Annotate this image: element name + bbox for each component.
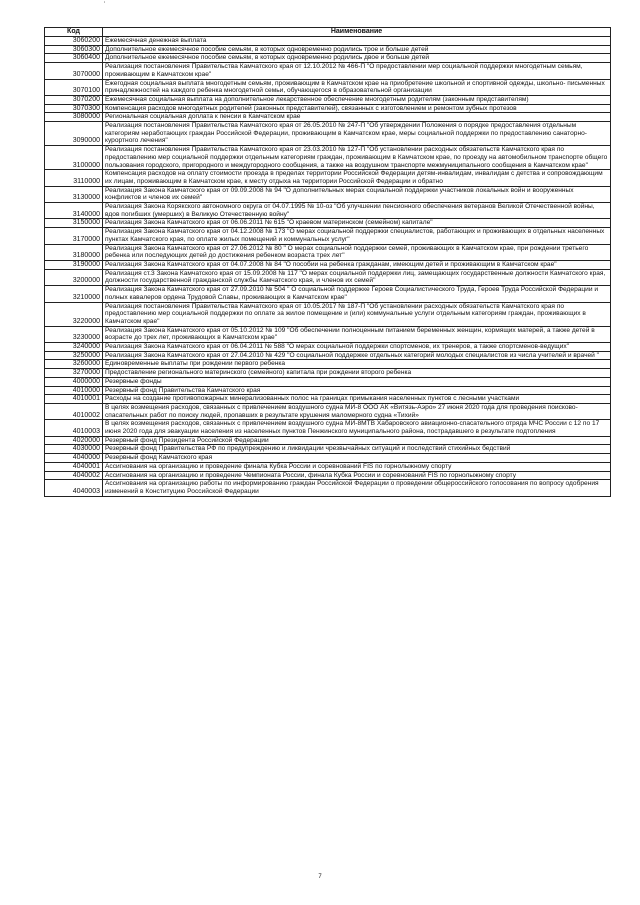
table-row <box>45 244 611 260</box>
row-code: 3060400 <box>45 54 103 63</box>
row-code: 3250000 <box>45 351 103 360</box>
row-name: Реализация Закона Камчатского края от 04.07.2008 № 84 "О пособии на ребенка гражданам, имеющим детей и проживающим в Камчатском крае" <box>103 260 611 269</box>
row-name: Реализация Закона Камчатского края от 27.09.2010 № 504 " О социальной поддержке Героев Социалистического Труда, Героев Труда Российской Федерации и полных кавалеров ордена Трудовой Славы, проживающих в Камчатском крае" <box>103 286 611 302</box>
row-code: 3270000 <box>45 369 103 378</box>
row-name: Дополнительное ежемесячное пособие семьям, в которых одновременно родились двое и больше детей <box>103 54 611 63</box>
row-code: 3140000 <box>45 203 103 219</box>
row-name: Реализация Закона Камчатского края от 04.12.2008 № 173 "О мерах социальной поддержки специалистов, работающих и проживающих в отдельных населенных пунктах Камчатского края, по оплате жилых помещений и коммунальных услуг" <box>103 228 611 244</box>
table-row <box>45 360 611 369</box>
table-row <box>45 351 611 360</box>
row-name: Реализация постановления Правительства Камчатского края от 12.10.2012 № 466-П "О предоставлении мер социальной поддержки многодетным семьям, проживающим в Камчатском крае" <box>103 63 611 79</box>
row-code: 3230000 <box>45 326 103 342</box>
table-row <box>45 269 611 285</box>
table-body <box>45 37 611 497</box>
row-name: Реализация постановления Правительства Камчатского края от 23.03.2010 № 127-П "Об установлении расходных обязательств Камчатского края по предоставлению мер социальной поддержки отдельным категориям граждан, проживающим в Камчатском крае, по проезду на автомобильном транспорте общего пользования городского, пригородного и междугородного сообщения, а также на воздушном транспорте межмуниципального сообщения в Камчатском крае" <box>103 146 611 170</box>
row-code: 4040002 <box>45 471 103 480</box>
table-row <box>45 302 611 326</box>
row-code: 3060300 <box>45 45 103 54</box>
row-code: 4000000 <box>45 377 103 386</box>
row-name: Реализация Закона Камчатского края от 05.10.2012 № 109 "Об обеспечении полноценным питанием беременных женщин, кормящих матерей, а также детей в возрасте до трех лет, проживающих в Камчатском крае" <box>103 326 611 342</box>
table-row <box>45 122 611 146</box>
table-row <box>45 95 611 104</box>
row-code: 3190000 <box>45 260 103 269</box>
row-name: Реализация Закона Камчатского края от 09.09.2008 № 94 "О дополнительных мерах социальной поддержки участников локальных войн и вооруженных конфликтов и членов их семей" <box>103 186 611 202</box>
row-code: 3200000 <box>45 269 103 285</box>
row-code: 3240000 <box>45 343 103 352</box>
table-row <box>45 403 611 419</box>
row-code: 3170000 <box>45 228 103 244</box>
table-row <box>45 326 611 342</box>
row-code: 4030000 <box>45 445 103 454</box>
row-name: В целях возмещения расходов, связанных с привлечением воздушного судна МИ-8 ООО АК «Витязь-Аэро» 27 июня 2020 года для проведения поисково-спасательных работ по поиску людей, пропавших в результате крушения маломерного судна «Тихий» <box>103 403 611 419</box>
row-code: 3110000 <box>45 170 103 186</box>
row-code: 3070100 <box>45 79 103 95</box>
row-name: Реализация Закона Камчатского края от 27.04.2010 № 429 "О социальной поддержке отдельных категорий молодых специалистов из числа учителей и врачей " <box>103 351 611 360</box>
table-header-row <box>45 28 611 37</box>
table-row <box>45 395 611 404</box>
table-row <box>45 54 611 63</box>
row-code: 4010000 <box>45 386 103 395</box>
table-row <box>45 186 611 202</box>
row-code: 3260000 <box>45 360 103 369</box>
table-row <box>45 79 611 95</box>
row-name: Резервный фонд Камчатского края <box>103 454 611 463</box>
row-code: 4010002 <box>45 403 103 419</box>
row-code: 3180000 <box>45 244 103 260</box>
row-code: 4010003 <box>45 420 103 436</box>
table-row <box>45 260 611 269</box>
row-name: Резервные фонды <box>103 377 611 386</box>
row-code: 3220000 <box>45 302 103 326</box>
row-name: Ассигнования на организацию и проведение Чемпионата России, финала Кубка России и соревнований FIS по горнолыжному спорту <box>103 471 611 480</box>
row-code: 3070000 <box>45 63 103 79</box>
row-code: 3070200 <box>45 95 103 104</box>
table-row <box>45 386 611 395</box>
table-row <box>45 454 611 463</box>
row-name: Региональная социальная доплата к пенсии в Камчатском крае <box>103 113 611 122</box>
page-number: 7 <box>318 874 322 880</box>
row-name: Компенсация расходов на оплату стоимости проезда в пределах территории Российской Федерации детям-инвалидам, инвалидам с детства и сопровождающим их лицам, проживающим в Камчатском крае, к месту отдыха на территории Российской Федерации и обратно <box>103 170 611 186</box>
table-row <box>45 462 611 471</box>
table-row <box>45 219 611 228</box>
row-code: 3070300 <box>45 104 103 113</box>
scan-mark: ’ <box>104 2 106 8</box>
row-name: Предоставление регионального материнского (семейного) капитала при рождении второго ребенка <box>103 369 611 378</box>
row-name: В целях возмещения расходов, связанных с привлечением воздушного судна МИ-8МТВ Хабаровского авиационно-спасательного отряда МЧС России с 12 по 17 июня 2020 года для эвакуации населения из населенных пунктов Пенжинского муниципального района, пострадавшего в результате подтопления <box>103 420 611 436</box>
table-row <box>45 445 611 454</box>
row-code: 3090000 <box>45 122 103 146</box>
table-row <box>45 480 611 496</box>
row-name: Расходы на создание противопожарных минерализованных полос на границах примыкания населенных пунктов с лесными участками <box>103 395 611 404</box>
row-code: 4020000 <box>45 436 103 445</box>
row-name: Ежемесячная денежная выплата <box>103 37 611 46</box>
row-name: Ежемесячная социальная выплата на дополнительное лекарственное обеспечение многодетным родителям (законным представителям) <box>103 95 611 104</box>
row-code: 3080000 <box>45 113 103 122</box>
row-code: 4040003 <box>45 480 103 496</box>
table-row <box>45 228 611 244</box>
table-row <box>45 37 611 46</box>
row-name: Реализация ст.3 Закона Камчатского края от 15.09.2008 № 117 "О мерах социальной поддержки лиц, замещающих государственные должности Камчатского края, должности государственной гражданской службы Камчатского края, и членов их семей" <box>103 269 611 285</box>
row-code: 4040000 <box>45 454 103 463</box>
table-row <box>45 146 611 170</box>
row-code: 3150000 <box>45 219 103 228</box>
row-code: 3060200 <box>45 37 103 46</box>
table-row <box>45 104 611 113</box>
table-row <box>45 113 611 122</box>
row-name: Резервный фонд Правительства РФ по предупреждению и ликвидации чрезвычайных ситуаций и последствий стихийных бедствий <box>103 445 611 454</box>
table-row <box>45 420 611 436</box>
row-code: 3130000 <box>45 186 103 202</box>
row-code: 3210000 <box>45 286 103 302</box>
row-name: Реализация Закона Камчатского края от 06.04.2011 № 588 "О мерах социальной поддержки спортсменов, их тренеров, а также спортсменов-ведущих" <box>103 343 611 352</box>
table-row <box>45 203 611 219</box>
header-code: Код <box>45 28 103 37</box>
table-row <box>45 45 611 54</box>
row-code: 3100000 <box>45 146 103 170</box>
table-row <box>45 170 611 186</box>
header-name: Наименование <box>103 28 611 37</box>
table-row <box>45 369 611 378</box>
row-name: Компенсация расходов многодетных родителей (законных представителей), связанных с изготовлением и ремонтом зубных протезов <box>103 104 611 113</box>
row-name: Ассигнования на организацию работы по информированию граждан Российской Федерации о проведении общероссийского голосования по вопросу одобрения изменений в Конституцию Российской Федерации <box>103 480 611 496</box>
row-name: Резервный фонд Президента Российской Федерации <box>103 436 611 445</box>
table-row <box>45 286 611 302</box>
row-name: Ассигнования на организацию и проведение финала Кубка России и соревнований FIS по горнолыжному спорту <box>103 462 611 471</box>
row-name: Реализация постановления Правительства Камчатского края от 10.05.2017 № 187-П "Об установлении расходных обязательств Камчатского края по предоставлению мер социальной поддержки по оплате за жилое помещение и (или) коммунальные услуги отдельным категориям граждан, проживающих в Камчатском крае" <box>103 302 611 326</box>
budget-codes-table <box>44 27 611 497</box>
row-name: Ежегодная социальная выплата многодетным семьям, проживающим в Камчатском крае на приобретение школьной и спортивной одежды, школьно- письменных принадлежностей на каждого ребенка многодетной семьи, обучающегося в образовательной организации <box>103 79 611 95</box>
row-name: Реализация Закона Корякского автономного округа от 04.07.1995 № 10-оз "Об улучшении пенсионного обеспечения ветеранов Великой Отечественной войны, вдов погибших (умерших) в Великую Отечественную войну" <box>103 203 611 219</box>
table-row <box>45 436 611 445</box>
row-name: Реализация Закона Камчатского края от 06.06.2011 № 615 "О краевом материнском (семейном) капитале" <box>103 219 611 228</box>
row-name: Реализация Закона Камчатского края от 27.06.2012 № 80 " О мерах социальной поддержки семей, проживающих в Камчатском крае, при рождении третьего ребенка или последующих детей до достижения ребенком возраста трех лет" <box>103 244 611 260</box>
row-name: Реализация постановления Правительства Камчатского края от 26.05.2010 № 247-П "Об утверждении Положения о порядке предоставления отдельным категориям неработающих граждан Российской Федерации, проживающим в Камчатском крае, меры социальной поддержки по предоставлению санаторно-курортного лечения" <box>103 122 611 146</box>
table-row <box>45 63 611 79</box>
table-row <box>45 343 611 352</box>
table-row <box>45 471 611 480</box>
row-code: 4040001 <box>45 462 103 471</box>
row-name: Дополнительное ежемесячное пособие семьям, в которых одновременно родились трое и больше детей <box>103 45 611 54</box>
row-name: Единовременные выплаты при рождении первого ребенка <box>103 360 611 369</box>
row-name: Резервный фонд Правительства Камчатского края <box>103 386 611 395</box>
row-code: 4010001 <box>45 395 103 404</box>
table-row <box>45 377 611 386</box>
